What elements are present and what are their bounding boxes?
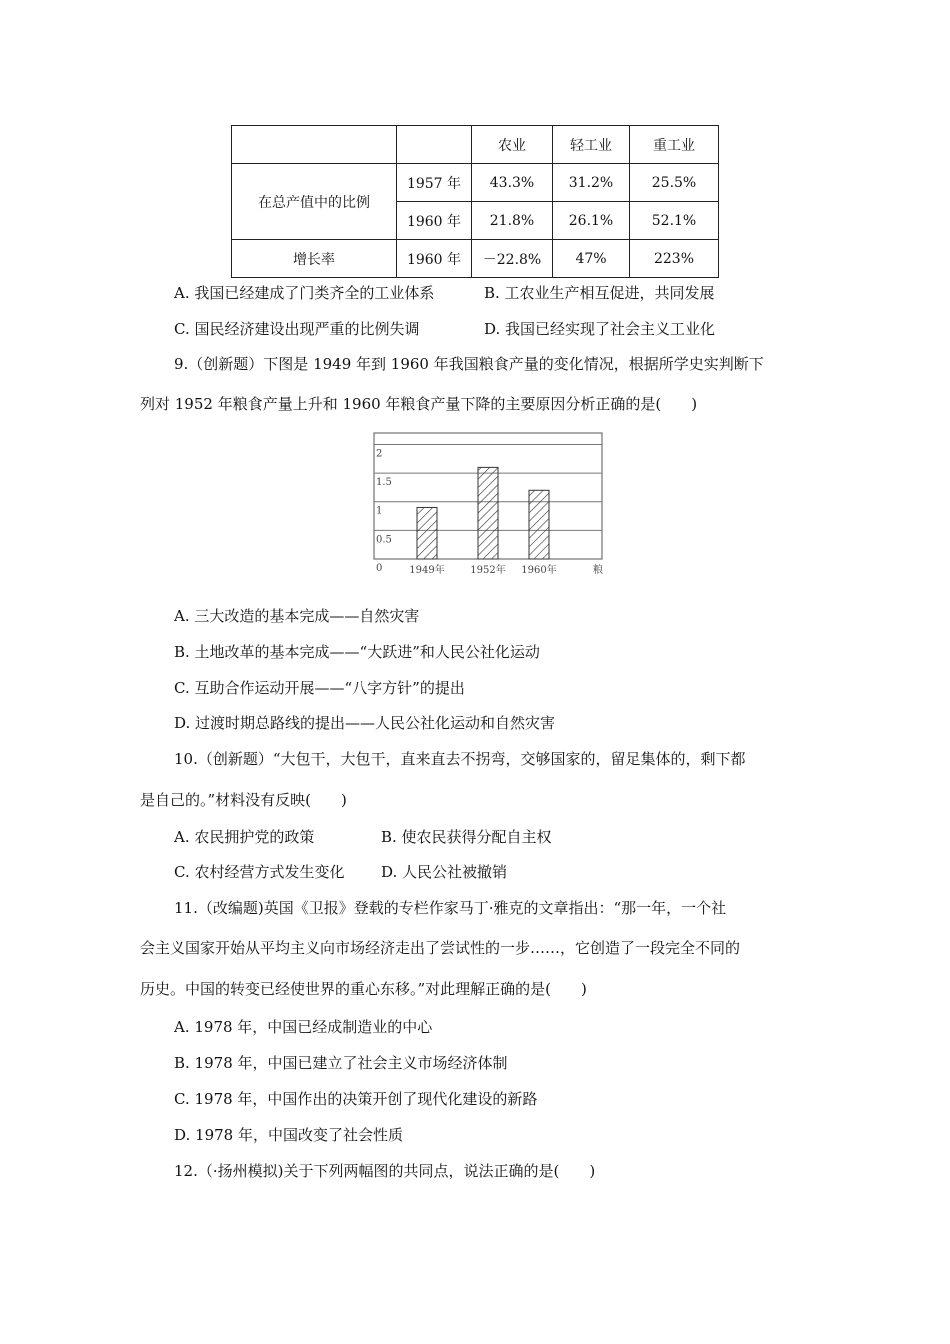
y-tick-label: 2 — [376, 448, 383, 460]
table-header-cell — [232, 126, 397, 164]
x-tick-label: 1949年 — [409, 565, 445, 576]
table-row — [232, 240, 719, 278]
q8-option-b[interactable]: B. 工农业生产相互促进，共同发展 — [484, 284, 715, 302]
q8-option-a[interactable]: A. 我国已经建成了门类齐全的工业体系 — [174, 284, 435, 302]
x-tick-label: 1960年 — [521, 565, 557, 576]
q11-option-c[interactable]: C. 1978 年，中国作出的决策开创了现代化建设的新路 — [174, 1090, 538, 1108]
q9-option-c[interactable]: C. 互助合作运动开展——“八字方针”的提出 — [174, 679, 465, 697]
bar-1949年 — [417, 507, 437, 559]
q10-option-c[interactable]: C. 农村经营方式发生变化 — [174, 863, 345, 881]
table-header-cell: 轻工业 — [553, 126, 630, 164]
q8-option-d[interactable]: D. 我国已经实现了社会主义工业化 — [484, 320, 716, 338]
x-axis-label: 粮 — [593, 565, 603, 576]
table-header-cell: 重工业 — [630, 126, 719, 164]
q10-option-a[interactable]: A. 农民拥护党的政策 — [174, 828, 315, 846]
table-row — [232, 164, 719, 202]
bar-1960年 — [529, 490, 549, 559]
q9-stem-line1: 9.（创新题）下图是 1949 年到 1960 年我国粮食产量的变化情况，根据所学史实判断下 — [174, 355, 764, 373]
q11-stem-line1: 11.（改编题)英国《卫报》登载的专栏作家马丁·雅克的文章指出：“那一年，一个社 — [174, 899, 727, 917]
statistics-table — [231, 125, 719, 278]
value-cell: 223% — [630, 240, 719, 278]
q8-option-c[interactable]: C. 国民经济建设出现严重的比例失调 — [174, 320, 420, 338]
q11-option-d[interactable]: D. 1978 年，中国改变了社会性质 — [174, 1126, 403, 1144]
year-cell: 1960 年 — [397, 240, 472, 278]
table-header-row — [232, 126, 719, 164]
grain-output-chart — [360, 427, 610, 579]
x-tick-label: 1952年 — [470, 565, 506, 576]
q9-option-a[interactable]: A. 三大改造的基本完成——自然灾害 — [174, 607, 420, 625]
value-cell: 47% — [553, 240, 630, 278]
q10-option-d[interactable]: D. 人民公社被撤销 — [381, 863, 508, 881]
y-tick-label: 0.5 — [376, 534, 392, 546]
table-header-cell — [397, 126, 472, 164]
q11-stem-line3: 历史。中国的转变已经使世界的重心东移。”对此理解正确的是( ) — [140, 980, 587, 998]
y-tick-label: 1.5 — [376, 477, 392, 489]
q9-option-b[interactable]: B. 土地改革的基本完成——“大跃进”和人民公社化运动 — [174, 643, 540, 661]
y-tick-label: 1 — [376, 505, 383, 517]
year-cell: 1960 年 — [397, 202, 472, 240]
value-cell: 25.5% — [630, 164, 719, 202]
year-cell: 1957 年 — [397, 164, 472, 202]
row-label: 增长率 — [232, 240, 397, 278]
table-header-cell: 农业 — [472, 126, 553, 164]
q9-option-d[interactable]: D. 过渡时期总路线的提出——人民公社化运动和自然灾害 — [174, 714, 556, 732]
row-label: 在总产值中的比例 — [232, 164, 397, 240]
q11-option-a[interactable]: A. 1978 年，中国已经成制造业的中心 — [174, 1018, 433, 1036]
q10-stem-line1: 10.（创新题）“大包干，大包干，直来直去不拐弯，交够国家的，留足集体的，剩下都 — [174, 750, 746, 768]
q12-stem-line1: 12.（·扬州模拟)关于下列两幅图的共同点，说法正确的是( ) — [174, 1162, 596, 1180]
value-cell: 31.2% — [553, 164, 630, 202]
q10-option-b[interactable]: B. 使农民获得分配自主权 — [381, 828, 552, 846]
bar-1952年 — [478, 467, 498, 559]
q9-stem-line2: 列对 1952 年粮食产量上升和 1960 年粮食产量下降的主要原因分析正确的是( ) — [140, 395, 698, 413]
value-cell: 26.1% — [553, 202, 630, 240]
q10-stem-line2: 是自己的。”材料没有反映( ) — [140, 791, 347, 809]
value-cell: 21.8% — [472, 202, 553, 240]
value-cell: 52.1% — [630, 202, 719, 240]
value-cell: 43.3% — [472, 164, 553, 202]
q11-stem-line2: 会主义国家开始从平均主义向市场经济走出了尝试性的一步……，它创造了一段完全不同的 — [140, 939, 741, 957]
q11-option-b[interactable]: B. 1978 年，中国已建立了社会主义市场经济体制 — [174, 1054, 508, 1072]
y-tick-label: 0 — [376, 563, 383, 574]
value-cell: －22.8% — [472, 240, 553, 278]
